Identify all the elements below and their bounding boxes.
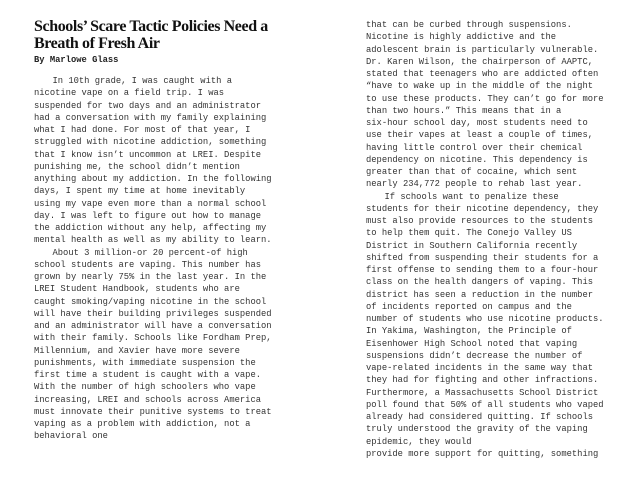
text-line: using my vape even more than a normal school	[34, 198, 267, 209]
text-line: Furthermore, a Massachusetts School District	[366, 387, 599, 398]
text-line: of incidents reported on campus and the	[366, 301, 572, 312]
text-line: poll found that 50% of all students who vaped	[366, 399, 604, 410]
text-line: Dr. Karen Wilson, the chairperson of AAPTC,	[366, 56, 593, 67]
text-line: adolescent brain is particularly vulnerable.	[366, 44, 599, 55]
text-line: With the number of high schoolers who vape	[34, 382, 256, 393]
text-line: “have to wake up in the middle of the night	[366, 81, 593, 92]
text-line: provide more support for quitting, something	[366, 448, 599, 459]
text-line: Eisenhower High School noted that vaping	[366, 338, 578, 349]
text-line: use their vapes at least a couple of times,	[366, 130, 593, 141]
text-line: dependency on nicotine. This dependency is	[366, 154, 588, 165]
text-line: suspensions didn’t decrease the number of	[366, 350, 583, 361]
text-line: If schools want to penalize these	[384, 191, 559, 202]
text-line: increasing, LREI and schools across America	[34, 394, 261, 405]
text-line: epidemic, they would	[366, 436, 472, 447]
text-line: having little control over their chemical	[366, 142, 583, 153]
text-line: punishing me, the school didn’t mention	[34, 161, 240, 172]
text-line: what I had done. For most of that year, I	[34, 125, 251, 135]
text-line: grown by nearly 75% in the last year. In the	[34, 272, 267, 282]
text-line: Nicotine is highly addictive and the	[366, 32, 557, 43]
article-title	[34, 18, 334, 52]
text-line: District in Southern California recently	[366, 240, 578, 251]
title-line: Schools’ Scare Tactic Policies Need a	[34, 18, 268, 35]
byline: By Marlowe Glass	[34, 55, 119, 65]
text-line: In 10th grade, I was caught with a	[52, 76, 232, 86]
text-line: students for their nicotine dependency, they	[366, 203, 599, 214]
text-line: first time a student is caught with a vape.	[34, 370, 261, 380]
text-line: already had considered quitting. If schools	[366, 412, 593, 422]
text-line: days, I spent my time at home inevitably	[34, 186, 246, 197]
text-line: behavioral one	[34, 431, 108, 442]
text-line: class on the health dangers of vaping. This	[366, 277, 593, 288]
text-line: Millennium, and Xavier have more severe	[34, 345, 240, 356]
left-column	[34, 75, 272, 443]
text-line: district has seen a reduction in the number	[366, 289, 593, 300]
text-line: number of students who use nicotine products.	[366, 314, 604, 324]
text-line: vaping as a problem with addiction, not a	[34, 419, 251, 429]
text-line: had a conversation with my family explaining	[34, 112, 267, 123]
text-line: vape-related incidents in the same way that	[366, 363, 593, 373]
text-line: that I know isn’t uncommon at LREI. Despite	[34, 149, 261, 160]
text-line: LREI Student Handbook, students who are	[34, 284, 240, 295]
text-line: In Yakima, Washington, the Principle of	[366, 326, 572, 337]
text-line: suspended for two days and an administrator	[34, 100, 261, 111]
title-line: Breath of Fresh Air	[34, 35, 160, 52]
right-column	[366, 19, 604, 460]
text-line: stated that teenagers who are addicted often	[366, 69, 599, 79]
text-line: punishments, with immediate suspension the	[34, 357, 256, 368]
text-line: nearly 234,772 people to rehab last year.	[366, 179, 583, 190]
text-line: will have their building privileges suspended	[34, 308, 272, 319]
text-line: the addiction without any help, affecting my	[34, 223, 267, 233]
text-line: struggled with nicotine addiction, something	[34, 137, 267, 148]
text-line: greater than that of cocaine, which sent	[366, 167, 578, 177]
text-line: anything about my addiction. In the following	[34, 174, 272, 184]
text-line: first offense to sending them to a four-hour	[366, 265, 599, 275]
text-line: school students are vaping. This number has	[34, 259, 261, 270]
text-line: must also provide resources to the students	[366, 216, 593, 226]
text-line: than two hours.” This means that in a	[366, 105, 562, 116]
text-line: and an administrator will have a conversation	[34, 321, 272, 331]
text-line: they had for fighting and other infractions.	[366, 375, 599, 386]
text-line: mental health as well as my ability to learn.	[34, 235, 272, 246]
text-line: About 3 million-or 20 percent-of high	[52, 247, 248, 258]
text-line: day. I was left to figure out how to manage	[34, 210, 261, 221]
text-line: that can be curbed through suspensions.	[366, 20, 572, 30]
text-line: to use these products. They can’t go for more	[366, 93, 604, 104]
text-line: with their family. Schools like Fordham Prep,	[34, 333, 272, 344]
text-line: truly understood the gravity of the vaping	[366, 424, 588, 435]
text-line: nicotine vape on a field trip. I was	[34, 88, 225, 99]
text-line: to help them quit. The Conejo Valley US	[366, 228, 572, 239]
text-line: six-hour school day, most students need to	[366, 118, 588, 128]
text-line: caught smoking/vaping nicotine in the school	[34, 296, 267, 307]
text-line: shifted from suspending their students for a	[366, 252, 599, 263]
text-line: must innovate their punitive systems to treat	[34, 406, 272, 417]
